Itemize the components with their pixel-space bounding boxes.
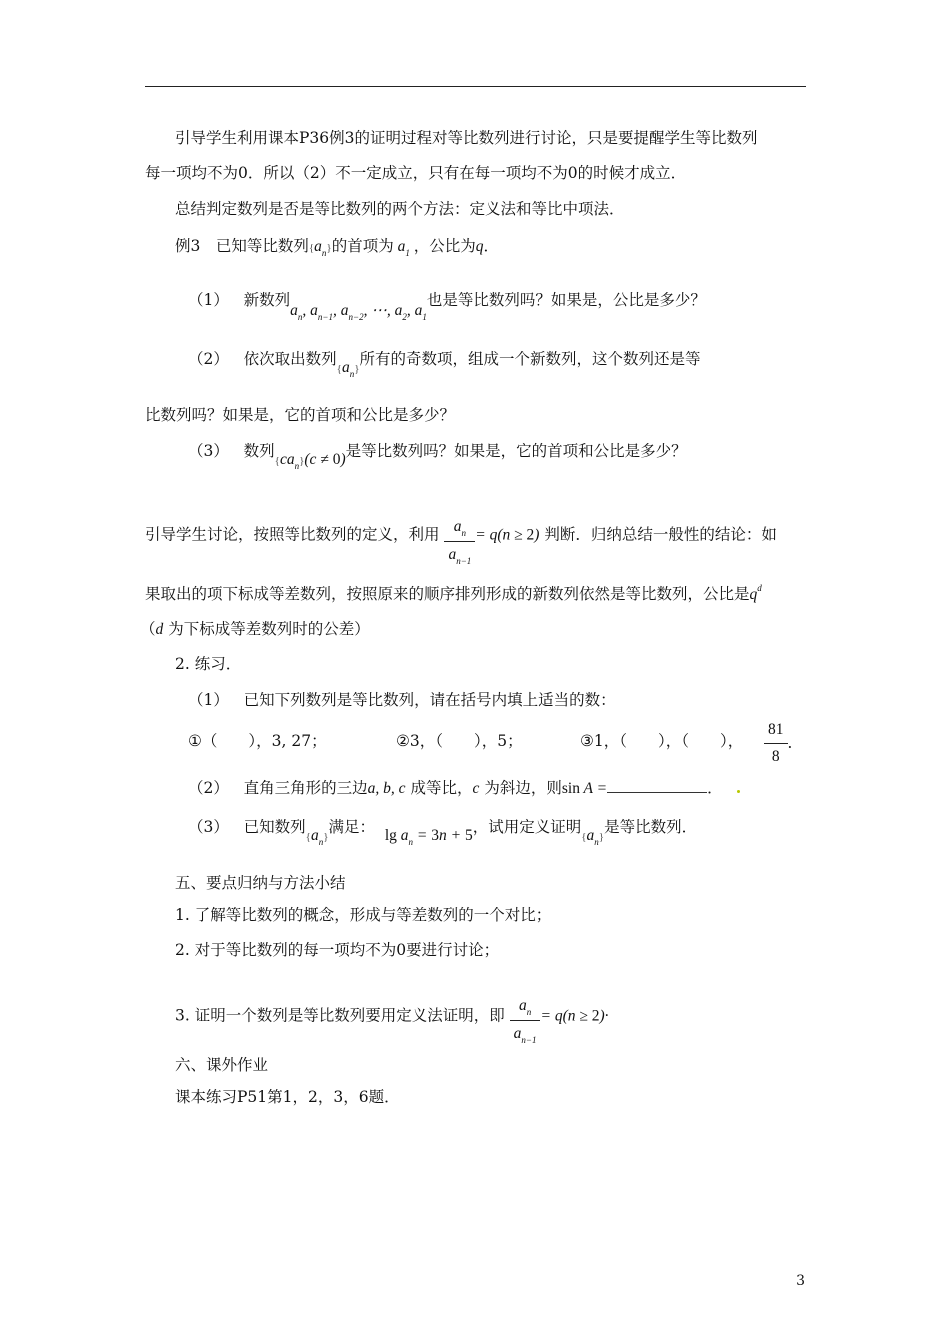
guide-line-1: [145, 511, 777, 566]
summary-item-3: [175, 992, 609, 1045]
homework-text: 课本练习P51第1，2，3，6题．: [175, 1088, 400, 1106]
text: 所有的奇数项，组成一个新数列，这个数列还是等: [359, 350, 701, 368]
text: 3. 证明一个数列是等比数列要用定义法证明，即: [175, 1006, 505, 1025]
text: 成等比，: [410, 779, 473, 797]
math-seq-can: $\{ca_n\}(c \ne 0)$: [274, 451, 346, 471]
section-title: 六、课外作业: [175, 1056, 269, 1074]
text: 的首项为: [331, 237, 394, 255]
label: （2）: [188, 779, 229, 797]
practice-item-1: [188, 690, 616, 710]
text: 已知数列: [243, 818, 306, 836]
question-3: [188, 441, 687, 471]
paragraph-line: 每一项均不为0．所以（2）不一定成立，只有在每一项均不为0的时候才成立．: [145, 164, 687, 182]
math-a1: $a_1$: [393, 238, 410, 258]
text: 是等比数列．: [604, 818, 698, 836]
fraction: [764, 720, 788, 767]
paragraph-line: 总结判定数列是否是等比数列的两个方法：定义法和等比中项法．: [175, 200, 625, 218]
text: （: [140, 620, 156, 638]
math-eq-q: = q(n ≥ 2)·: [540, 1007, 609, 1025]
math-c: c: [472, 780, 480, 797]
text: 为斜边，则: [484, 779, 562, 797]
math-seq-an: $\{a_n\}$: [308, 238, 332, 258]
summary-item: 2. 对于等比数列的每一项均不为0要进行讨论；: [175, 941, 500, 959]
math-eq-q: = q(n ≥ 2): [475, 526, 540, 544]
text: 引导学生讨论，按照等比数列的定义，利用: [145, 525, 440, 544]
text: 直角三角形的三边: [243, 779, 368, 797]
label: （1）: [188, 291, 229, 309]
label: （3）: [188, 818, 229, 836]
practice-item-2: [188, 778, 740, 799]
summary-item: 1. 了解等比数列的概念，形成与等差数列的一个对比；: [175, 906, 552, 924]
text: 是等比数列吗？如果是，它的首项和公比是多少？: [345, 442, 687, 460]
text: 数列: [243, 442, 275, 460]
choice-2: ②3，（ ），5；: [396, 732, 523, 750]
practice-item-3: [188, 817, 698, 847]
question-2-cont: 比数列吗？如果是，它的首项和公比是多少？: [145, 406, 456, 424]
fraction-81-8: [764, 720, 803, 767]
label: （3）: [188, 442, 229, 460]
paragraph-line: 引导学生利用课本P36例3的证明过程对等比数列进行讨论，只是要提醒学生等比数列: [175, 129, 758, 147]
practice-row: [580, 731, 743, 751]
text: ．: [483, 237, 499, 255]
math-q: q: [475, 238, 484, 255]
answer-blank[interactable]: [607, 778, 707, 793]
math-lg-an: $\lg a_n = 3n + 5$: [384, 827, 473, 847]
text: ，公比为: [413, 237, 476, 255]
practice-row: [188, 731, 327, 751]
practice-title: 2. 练习．: [175, 655, 242, 673]
question-2: [188, 349, 701, 379]
math-seq-an: $\{a_n\}$: [305, 827, 329, 847]
math-reversed-seq: $a_n$, $a_{n-1}$, $a_{n-2}$, ⋯, $a_2$, $a_1$: [290, 302, 427, 322]
text: 也是等比数列吗？如果是，公比是多少？: [426, 291, 706, 309]
choice-1: ①（ ），3, 27；: [188, 732, 327, 750]
numerator: 81: [768, 721, 784, 738]
text: 例3 已知等比数列: [175, 237, 309, 255]
text: 依次取出数列: [243, 350, 337, 368]
question-1: [188, 290, 706, 322]
header-rule: [145, 86, 806, 87]
math-abc: a, b, c: [367, 780, 406, 797]
practice-row: [396, 731, 523, 751]
text: ，试用定义证明: [472, 818, 582, 836]
denominator: 8: [771, 748, 780, 765]
text: 为下标成等差数列时的公差）: [168, 620, 370, 638]
math-seq-an: $\{a_n\}$: [336, 359, 360, 379]
text: 果取出的项下标成等差数列，按照原来的顺序排列形成的新数列依然是等比数列，公比是: [145, 585, 750, 603]
text: 判断．归纳总结一般性的结论：如: [544, 525, 777, 544]
section-title: 五、要点归纳与方法小结: [175, 874, 346, 892]
page-number: 3: [796, 1273, 805, 1289]
choice-3: ③1，（ ），（ ），: [580, 732, 744, 750]
math-d: d: [155, 621, 164, 638]
math-ratio-fraction: $\frac{a_n}{a_{n-1}}$: [510, 996, 541, 1045]
text: ．: [787, 733, 804, 752]
text: 已知下列数列是等比数列，请在括号内填上适当的数：: [243, 691, 616, 709]
label: （1）: [188, 691, 229, 709]
math-seq-an: $\{a_n\}$: [581, 827, 605, 847]
text: 满足：: [328, 818, 375, 836]
math-q-pow-d: $q^d$: [749, 583, 762, 603]
guide-line-3: [140, 619, 370, 640]
guide-line-2: [145, 584, 762, 606]
mark: [737, 790, 740, 793]
math-sinA: sin A =: [561, 780, 608, 797]
text: ．: [707, 779, 723, 797]
label: （2）: [188, 350, 229, 368]
example-3-line: [175, 236, 499, 258]
math-ratio-fraction: $\frac{a_n}{a_{n-1}}$: [444, 517, 475, 566]
text: 新数列: [243, 291, 291, 309]
